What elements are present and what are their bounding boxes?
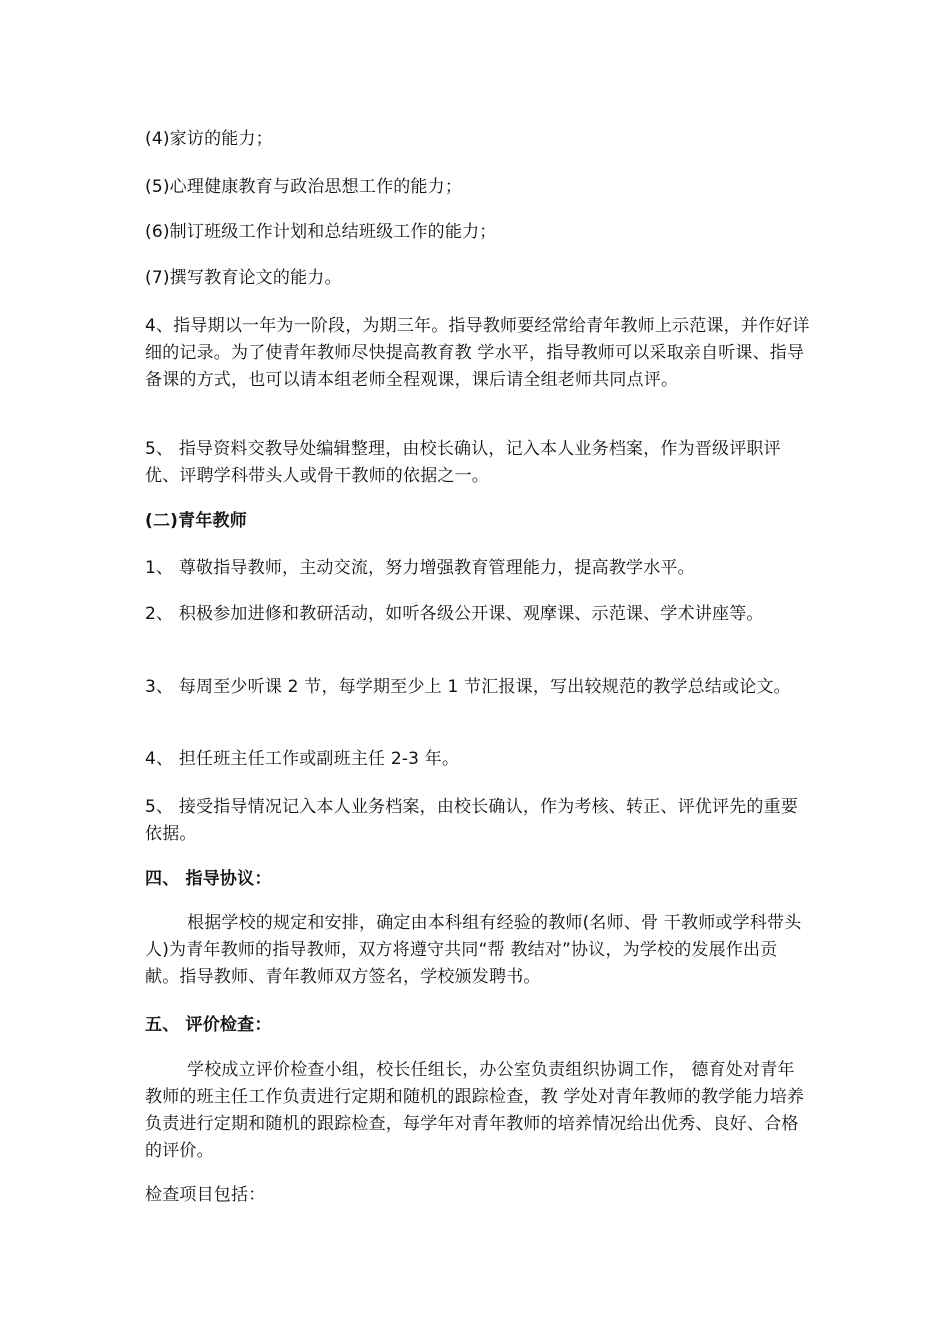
paragraph-weekly-lessons: 3、 每周至少听课 2 节，每学期至少上 1 节汇报课，写出较规范的教学总结或论文。 (145, 677, 791, 697)
paragraph-record-archive: 5、 接受指导情况记入本人业务档案，由校长确认，作为考核、转正、评优评先的重要依据。 (145, 797, 799, 844)
paragraph-thesis-ability: (7)撰写教育论文的能力。 (145, 268, 342, 288)
section-heading-evaluation: 五、 评价检查： (145, 1015, 272, 1035)
paragraph-class-plan-ability: (6)制订班级工作计划和总结班级工作的能力； (145, 222, 497, 242)
paragraph-guidance-records: 5、 指导资料交教导处编辑整理，由校长确认，记入本人业务档案，作为晋级评职评优、评聘学科带头人或骨干教师的依据之一。 (145, 439, 781, 486)
paragraph-class-teacher-duty: 4、 担任班主任工作或副班主任 2-3 年。 (145, 749, 460, 769)
paragraph-check-items: 检查项目包括： (145, 1185, 266, 1205)
paragraph-evaluation-text: 学校成立评价检查小组，校长任组长，办公室负责组织协调工作， 德育处对青年教师的班主任工作负责进行定期和随机的跟踪检查，教 学处对青年教师的教学能力培养负责进行定期和随机的跟踪检查，每学年对青年教师的培养情况给出优秀、良好、合格的评价。 (145, 1060, 805, 1161)
section-heading-guidance-agreement: 四、 指导协议： (145, 869, 272, 889)
section-heading-young-teachers: (二)青年教师 (145, 511, 247, 531)
paragraph-home-visit-ability: (4)家访的能力； (145, 129, 273, 149)
paragraph-agreement-text: 根据学校的规定和安排，确定由本科组有经验的教师(名师、骨 干教师或学科带头人)为青年教师的指导教师，双方将遵守共同“帮 教结对”协议，为学校的发展作出贡献。指导教师、青年教师双方签名，学校颁发聘书。 (145, 913, 802, 987)
paragraph-psych-health-ability: (5)心理健康教育与政治思想工作的能力； (145, 177, 463, 197)
paragraph-respect-mentor: 1、 尊敬指导教师，主动交流，努力增强教育管理能力，提高教学水平。 (145, 558, 695, 578)
paragraph-guidance-period: 4、指导期以一年为一阶段，为期三年。指导教师要经常给青年教师上示范课，并作好详细的记录。为了使青年教师尽快提高教育教 学水平，指导教师可以采取亲自听课、指导备课的方式，也可以请本组老师全程观课，课后请全组老师共同点评。 (145, 316, 810, 390)
paragraph-participate-training: 2、 积极参加进修和教研活动，如听各级公开课、观摩课、示范课、学术讲座等。 (145, 604, 764, 624)
